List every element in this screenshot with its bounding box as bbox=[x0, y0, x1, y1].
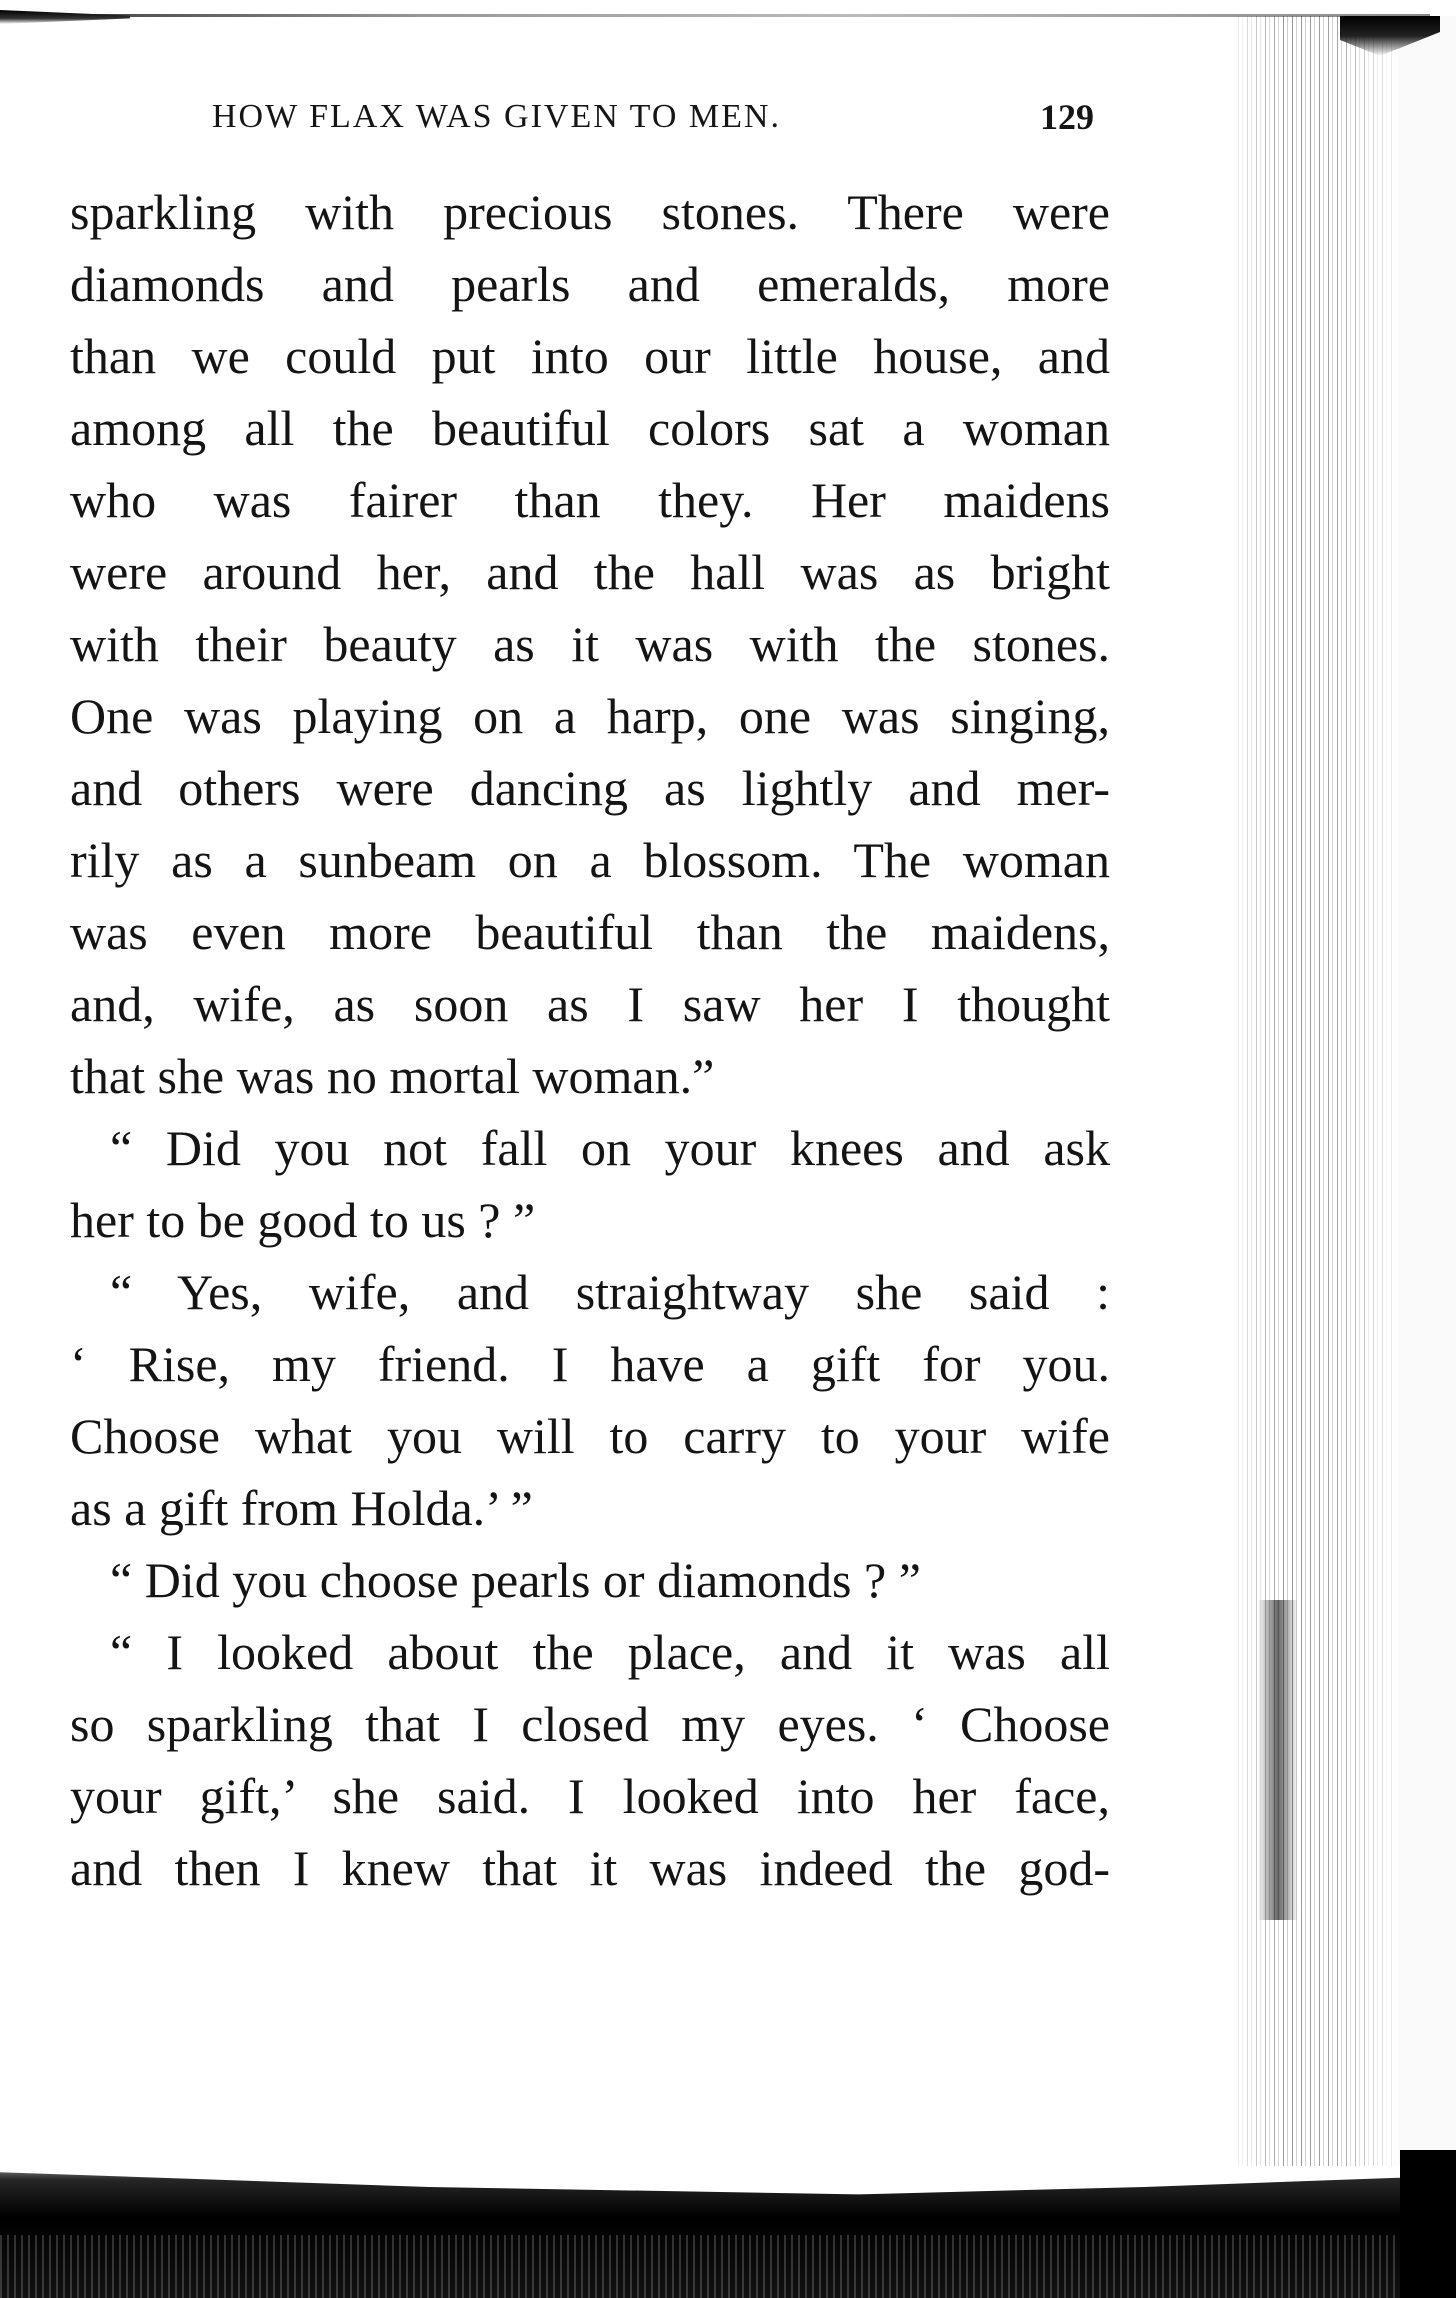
text-line: “ Did you not fall on your knees and ask bbox=[110, 1120, 1110, 1176]
text-line: that she was no mortal woman.” bbox=[70, 1048, 715, 1104]
text-line: her to be good to us ? ” bbox=[70, 1192, 536, 1248]
text-line: with their beauty as it was with the stones. bbox=[70, 616, 1110, 672]
text-line: sparkling with precious stones. There were bbox=[70, 184, 1110, 240]
page-bottom-texture bbox=[0, 2235, 1430, 2298]
text-line: and others were dancing as lightly and mer- bbox=[70, 760, 1110, 816]
text-line: as a gift from Holda.’ ” bbox=[70, 1480, 533, 1536]
text-line: was even more beautiful than the maidens, bbox=[70, 904, 1110, 960]
text-line: your gift,’ she said. I looked into her face, bbox=[70, 1768, 1110, 1824]
text-line: “ Yes, wife, and straightway she said : bbox=[110, 1264, 1110, 1320]
text-line: One was playing on a harp, one was singing, bbox=[70, 688, 1110, 744]
text-line: “ I looked about the place, and it was all bbox=[110, 1624, 1110, 1680]
page-top-corner-shadow bbox=[0, 10, 130, 24]
text-line: who was fairer than they. Her maidens bbox=[70, 472, 1110, 528]
text-line: and then I knew that it was indeed the god- bbox=[70, 1840, 1110, 1896]
text-line: were around her, and the hall was as bright bbox=[70, 544, 1110, 600]
text-line: ‘ Rise, my friend. I have a gift for you. bbox=[70, 1336, 1110, 1392]
page-top-edge bbox=[0, 14, 1430, 17]
text-line: Choose what you will to carry to your wife bbox=[70, 1408, 1110, 1464]
text-line: so sparkling that I closed my eyes. ‘ Choose bbox=[70, 1696, 1110, 1752]
page-bottom-right-corner bbox=[1400, 2150, 1456, 2298]
text-line: and, wife, as soon as I saw her I thought bbox=[70, 976, 1110, 1032]
running-head: HOW FLAX WAS GIVEN TO MEN. bbox=[212, 98, 781, 135]
right-margin bbox=[1398, 16, 1456, 2166]
text-line: “ Did you choose pearls or diamonds ? ” bbox=[110, 1552, 921, 1608]
text-line: rily as a sunbeam on a blossom. The woman bbox=[70, 832, 1110, 888]
page-number: 129 bbox=[1040, 97, 1094, 137]
binding-gutter-shadow bbox=[1258, 1600, 1298, 1920]
text-line: than we could put into our little house, and bbox=[70, 328, 1110, 384]
text-line: among all the beautiful colors sat a woman bbox=[70, 400, 1110, 456]
body-text bbox=[70, 176, 1110, 1904]
text-line: diamonds and pearls and emeralds, more bbox=[70, 256, 1110, 312]
